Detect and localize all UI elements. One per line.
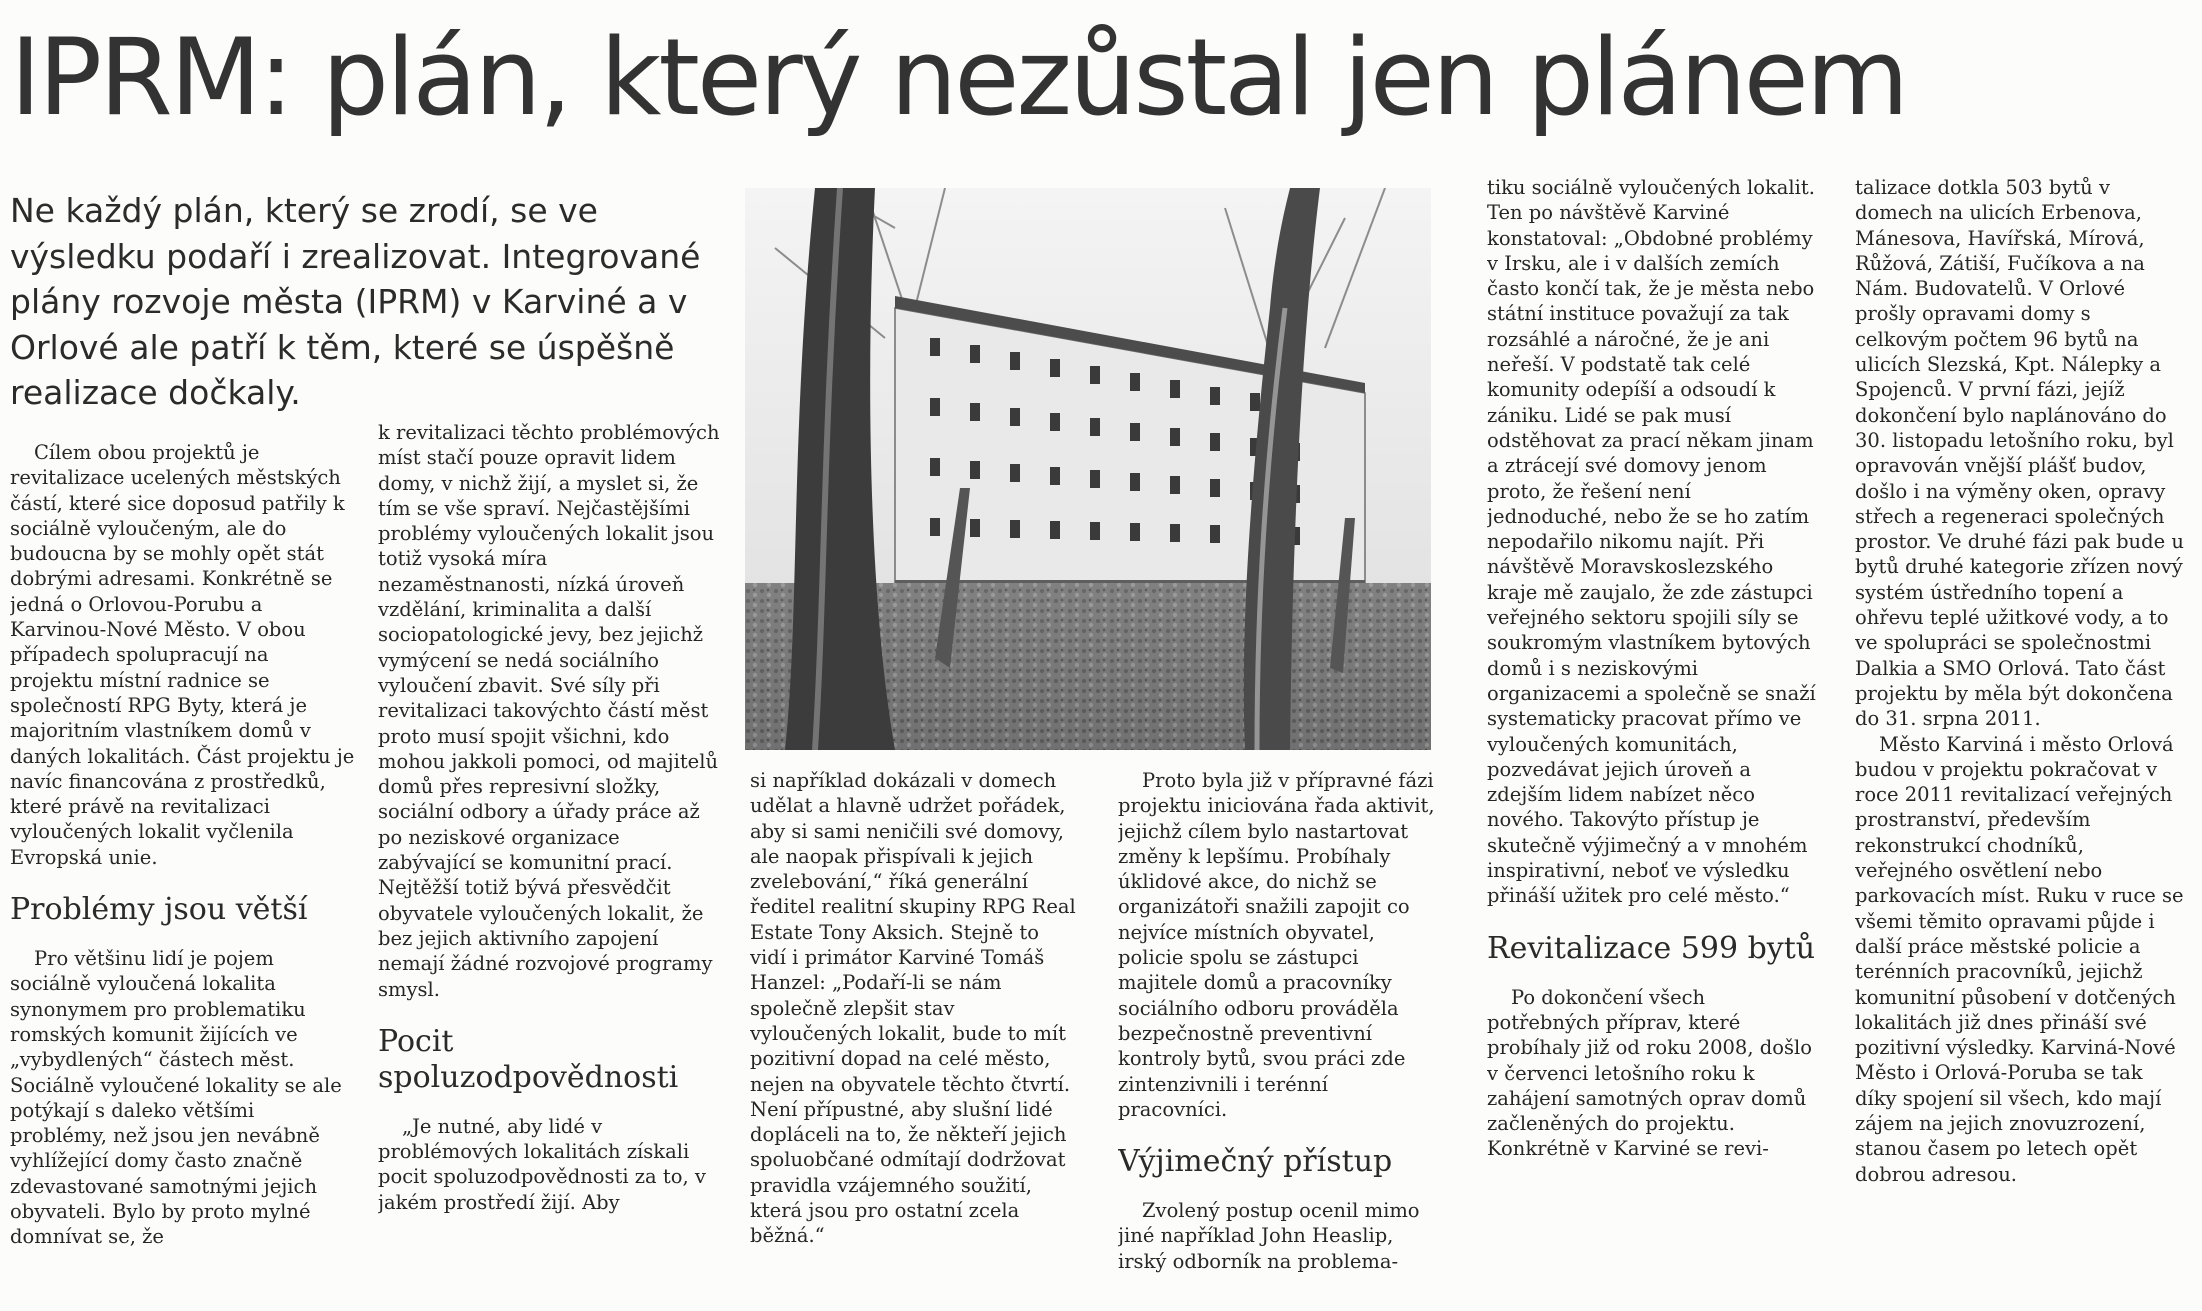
column-4 [1118,768,1440,1311]
body-paragraph: k revitalizaci těchto problémových míst stačí pouze opravit lidem domy, v nichž žijí, a myslet si, že tím se vše spraví. Nejčastějšími problémy vyloučených lokalit jsou totiž vysoká míra nezaměstnanosti, nízká úroveň vzdělání, kriminalita a další sociopatologické jevy, bez jejichž vymýcení se nedá sociálního vyloučení zbavit. Své síly při revitalizaci takovýchto částí měst proto musí spojit všichni, kdo mohou jakkoli pomoci, od majitelů domů přes represivní složky, sociální odbory a úřady práce až po neziskové organizace zabývající se komunitní prací. Nejtěžší totiž bývá přesvědčit obyvatele vyloučených lokalit, že bez jejich aktivního zapojení nemají žádné rozvojové programy smysl. [378,421,720,1001]
column-5 [1487,175,1817,1311]
body-paragraph: Město Karviná i město Orlová budou v projektu pokračovat v roce 2011 revitalizací veřejných prostranství, především rekonstrukcí chodníků, veřejného osvětlení nebo parkovacích míst. Ruku v ruce se všemi těmito opravami půjde i další práce městské policie a terénních pracovníků, jejichž komunitní působení v dotčených lokalitách již dnes přináší své pozitivní výsledky. Karviná-Nové Město i Orlová-Poruba se tak díky spojení sil všech, kdo mají zájem na jejich znovuzrození, stanou časem po letech opět dobrou adresou. [1855,732,2184,1186]
body-paragraph: tiku sociálně vyloučených lokalit. Ten po návštěvě Karviné konstatoval: „Obdobné problémy v Irsku, ale i v dalších zemích často končí tak, že je města nebo státní instituce považují za tak rozsáhlé a náročné, že je ani neřeší. V podstatě tak celé komunity odepíší a odsoudí k zániku. Lidé se pak musí odstěhovat za prací někam jinam a ztrácejí své domovy jenom proto, že řešení není jednoduché, nebo že se ho zatím nepodařilo nikomu najít. Při návštěvě Moravskoslezského kraje mě zaujalo, že zde zástupci veřejného sektoru spojili síly se soukromým vlastníkem bytových domů i s neziskovými organizacemi a společně se snaží systematicky pracovat přímo ve vyloučených komunitách, pozvedávat jejich úroveň a zdejším lidem nabízet něco nového. Takovýto přístup je skutečně výjimečný a v mnohém inspirativní, neboť ve výsledku přináší užitek pro celé město.“ [1487,176,1816,908]
body-paragraph: Proto byla již v přípravné fázi projektu iniciována řada aktivit, jejichž cílem bylo nastartovat změny k lepšímu. Probíhaly úklidové akce, do nichž se organizátoři snažili zapojit co nejvíce místních obyvatel, policie spolu se zástupci majitele domů a pracovníky sociálního odboru prováděla bezpečnostně preventivní kontroly bytů, svou práci zde zintenzivnili i terénní pracovníci. [1118,769,1435,1121]
body-paragraph: Pro většinu lidí je pojem sociálně vyloučená lokalita synonymem pro problematiku romských komunit žijících ve „vybydlených“ částech měst. Sociálně vyloučené lokality se ale potýkají s daleko většími problémy, než jsou jen nevábně vyhlížející domy často značně zdevastované samotnými jejich obyvateli. Bylo by proto mylné domnívat se, že [10,947,342,1249]
body-paragraph: talizace dotkla 503 bytů v domech na ulicích Erbenova, Mánesova, Havířská, Mírová, Růžová, Zátiší, Fučíkova a na Nám. Budovatelů. V Orlové prošly opravami domy s celkovým počtem 96 bytů na ulicích Slezská, Kpt. Nálepky a Spojenců. V první fázi, jejíž dokončení bylo naplánováno do 30. listopadu letošního roku, byl opravován vnější plášť budov, došlo i na výměny oken, opravy střech a regeneraci společných prostor. Ve druhé fázi pak bude u bytů druhé kategorie zřízen nový systém ústředního topení a ohřevu teplé užitkové vody, a to ve spolupráci se společnostmi Dalkia a SMO Orlová. Tato část projektu by měla být dokončena do 31. srpna 2011. [1855,176,2184,731]
body-paragraph: „Je nutné, aby lidé v problémových lokalitách získali pocit spoluzodpovědnosti za to, v jakém prostředí žijí. Aby [378,1114,706,1214]
subheading-revitalizace: Revitalizace 599 bytů [1487,930,1816,966]
subheading-vyjimecny: Výjimečný přístup [1118,1144,1393,1180]
lead-paragraph: Ne každý plán, který se zrodí, se ve výsledku podaří i zrealizovat. Integrované plány rozvoje města (IPRM) v Karviné a v Orlové ale patří k těm, které se úspěšně realizace dočkaly. [10,191,701,412]
column-1 [10,440,355,1311]
column-3 [750,768,1080,1311]
body-paragraph: Zvolený postup ocenil mimo jiné například John Heaslip, irský odborník na problema- [1118,1199,1420,1273]
column-2 [378,420,723,1311]
body-paragraph: Cílem obou projektů je revitalizace ucelených městských částí, které sice doposud patřily k sociálně vyloučeným, ale do budoucna by se mohly opět stát dobrými adresami. Konkrétně se jedná o Orlovou-Porubu a Karvinou-Nové Město. V obou případech spolupracují na projektu místní radnice se společností RPG Byty, která je majoritním vlastníkem domů v daných lokalitách. Část projektu je navíc financována z prostředků, které právě na revitalizaci vyloučených lokalit vyčlenila Evropská unie. [10,441,355,869]
column-6 [1855,175,2185,1311]
body-paragraph: Po dokončení všech potřebných příprav, které probíhaly již od roku 2008, došlo v červenci letošního roku k zahájení samotných oprav domů začleněných do projektu. Konkrétně v Karviné se revi- [1487,985,1812,1161]
headline: IPRM: plán, který nezůstal jen plánem [10,16,1907,139]
photo-apartment-building-trees [745,188,1431,750]
subheading-problemy: Problémy jsou větší [10,892,308,928]
subheading-pocit: Pocit spoluzodpovědnosti [378,1023,679,1095]
body-paragraph: si například dokázali v domech udělat a hlavně udržet pořádek, aby si sami neničili své domovy, ale naopak přispívali k jejich zvelebování,“ říká generální ředitel realitní skupiny RPG Real Estate Tony Aksich. Stejně to vidí i primátor Karviné Tomáš Hanzel: „Podaří-li se nám společně zlepšit stav vyloučených lokalit, bude to mít pozitivní dopad na celé město, nejen na obyvatele těchto čtvrtí. Není přípustné, aby slušní lidé dopláceli na to, že někteří jejich spoluobčané odmítají dodržovat pravidla vzájemného soužití, která jsou pro ostatní zcela běžná.“ [750,769,1076,1248]
